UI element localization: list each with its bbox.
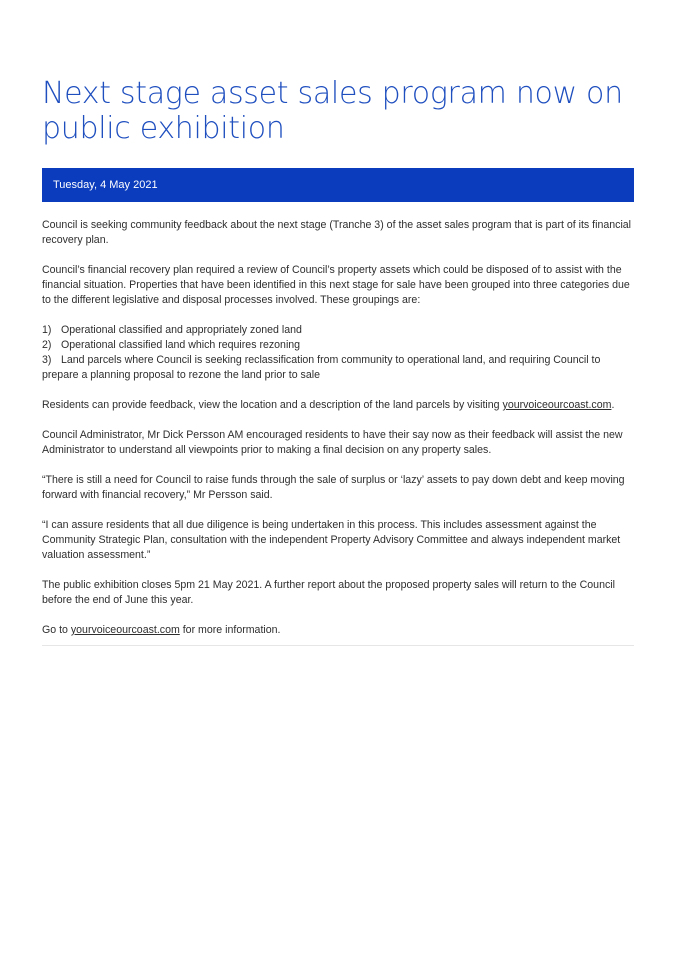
paragraph-intro: Council is seeking community feedback about the next stage (Tranche 3) of the asset sales program that is part of its financial recovery plan. [42, 219, 632, 246]
paragraph-administrator: Council Administrator, Mr Dick Persson AM encouraged residents to have their say now as their feedback will assist the new Administrator to understand all viewpoints prior to making a final decision on any property sales. [42, 429, 623, 456]
paragraph-recovery-plan: Council’s financial recovery plan required a review of Council’s property assets which could be disposed of to assist with the financial situation. Properties that have been identified in this next stage for sale have been grouped into three categories due to the different legislative and disposal processes involved. These groupings are: [42, 264, 630, 306]
list-item [42, 353, 634, 383]
list-text: Land parcels where Council is seeking reclassification from community to operational land, and requiring Council to prepare a planning proposal to rezone the land prior to sale [42, 354, 601, 381]
groupings-list [42, 323, 634, 383]
more-info-link[interactable]: yourvoiceourcoast.com [70, 624, 180, 636]
list-text: Operational classified land which requires rezoning [61, 339, 301, 351]
paragraph-quote-diligence: “I can assure residents that all due diligence is being undertaken in this process. This includes assessment against the Community Strategic Plan, consultation with the independent Property Advisory Committee and always independent market valuation assessment.” [42, 519, 621, 561]
divider [42, 645, 634, 646]
more-info-prefix: Go to [42, 624, 71, 636]
paragraph-quote-funds: “There is still a need for Council to raise funds through the sale of surplus or ‘lazy’ assets to pay down debt and keep moving forward with financial recovery,” Mr Persson said. [42, 474, 625, 501]
list-text: Operational classified and appropriately zoned land [61, 324, 302, 336]
yourvoice-link[interactable]: yourvoiceourcoast.com [502, 399, 612, 411]
list-number: 2) [42, 339, 52, 351]
date-banner [42, 168, 634, 202]
article-body [42, 218, 634, 638]
paragraph-more-info [42, 623, 634, 638]
paragraph-feedback-text: Residents can provide feedback, view the location and a description of the land parcels by visiting [42, 399, 503, 411]
article [42, 76, 634, 646]
paragraph-feedback-end: . [611, 399, 615, 411]
list-item [42, 323, 634, 338]
list-number: 3) [42, 354, 52, 366]
list-item [42, 338, 634, 353]
more-info-suffix: for more information. [179, 624, 281, 636]
paragraph-feedback [42, 398, 634, 413]
paragraph-exhibition-close: The public exhibition closes 5pm 21 May 2021. A further report about the proposed property sales will return to the Council before the end of June this year. [42, 579, 615, 606]
page-title: Next stage asset sales program now on public exhibition [42, 76, 623, 146]
publish-date: Tuesday, 4 May 2021 [53, 179, 158, 191]
list-number: 1) [42, 324, 52, 336]
